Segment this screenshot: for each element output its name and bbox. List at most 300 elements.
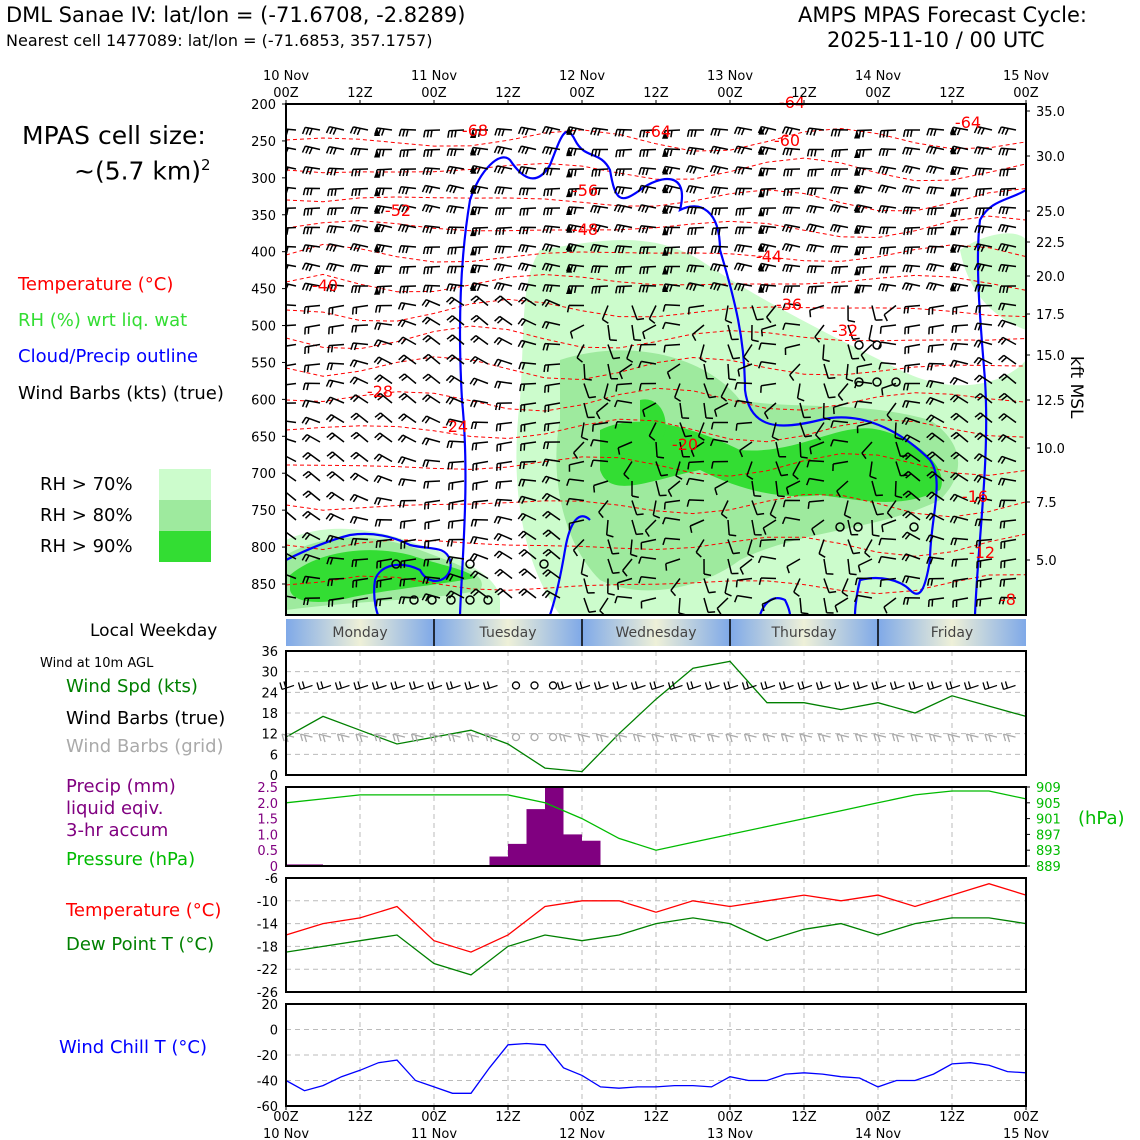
wind-barb: [422, 300, 440, 307]
wind-barb: [423, 205, 441, 213]
wind-barb: [470, 378, 488, 385]
wind-barb-true: [336, 681, 350, 689]
pressure-tick-label: 200: [251, 98, 276, 113]
kft-tick-label: 17.5: [1036, 308, 1065, 323]
weekday-name: Tuesday: [479, 625, 537, 641]
wind-barb: [399, 479, 416, 486]
wind-barb: [999, 355, 1016, 364]
weekday-bar-label: Local Weekday: [90, 621, 218, 641]
bottom-axis-hour-label: 12Z: [347, 1110, 373, 1125]
wind-barb: [327, 226, 344, 233]
wind-barb: [928, 228, 944, 236]
wind-barb-true: [798, 681, 812, 689]
wind-barb-pennant: [278, 283, 284, 291]
wind-barb-grid: [282, 734, 294, 742]
bottom-axis-date-label: 13 Nov: [706, 1127, 754, 1140]
wind-barb: [869, 325, 875, 342]
bottom-axis-hour-label: 12Z: [495, 1110, 521, 1125]
wind-barb: [375, 323, 392, 330]
temperature-contour-label: -64: [954, 113, 982, 132]
wind-barb: [351, 148, 368, 155]
wind-barb: [279, 510, 296, 520]
wind-barb: [905, 345, 920, 355]
wind-barb: [592, 169, 608, 177]
legend-rh: RH (%) wrt liq. wat: [18, 310, 188, 331]
cross-section-fields: [278, 127, 1063, 616]
top-axis-date-label: 12 Nov: [558, 69, 606, 84]
wind-barb-true: [299, 681, 313, 689]
wind-barb: [423, 354, 440, 364]
pressure-tick-label: 300: [251, 171, 276, 187]
top-axis-date-label: 15 Nov: [1002, 69, 1050, 84]
kft-tick-label: 30.0: [1036, 150, 1065, 165]
wind-barb: [351, 207, 368, 214]
wind-barb: [424, 150, 440, 157]
wind-barb: [327, 380, 345, 387]
wind-barb: [494, 551, 512, 559]
wind-barb: [425, 520, 440, 530]
wind-barb-grid: [671, 734, 683, 742]
kft-tick-label: 22.5: [1036, 236, 1065, 251]
wind-barb: [831, 187, 848, 195]
wind-barb: [495, 264, 512, 272]
kft-tick-label: 10.0: [1036, 442, 1065, 457]
wind-barb: [351, 244, 369, 252]
wind-barb: [807, 245, 824, 253]
wind-barb: [544, 208, 560, 215]
wind-barb: [519, 245, 536, 253]
kft-msl-axis-label: kft MSL: [1066, 356, 1086, 419]
wind-barb: [326, 514, 344, 521]
wind-barb: [302, 417, 320, 424]
temperature-contour: [286, 129, 1063, 152]
bottom-axis-date-label: 15 Nov: [1002, 1127, 1050, 1140]
wind-barb-pennant: [278, 129, 284, 137]
wind-barb-true: [854, 681, 868, 689]
wind-barb: [279, 166, 297, 174]
wind-barb: [328, 189, 344, 197]
wind-barb-grid: [689, 734, 701, 742]
wind-barb: [711, 187, 728, 194]
wind-barb-grid: [745, 734, 757, 742]
top-axis-hour-label: 12Z: [495, 86, 521, 101]
temperature-contour-label: -64: [644, 122, 672, 141]
precip-bar: [490, 857, 509, 866]
wind-barb: [808, 150, 824, 157]
wind-barb: [375, 433, 392, 442]
temperature-contour-label: -68: [461, 121, 489, 140]
wind-barb: [281, 345, 296, 354]
wind-barb: [927, 129, 944, 136]
panel-y-tick-label: 36: [261, 645, 278, 660]
wind-barb: [303, 167, 320, 175]
wind-barb: [591, 128, 608, 136]
wind-barb: [374, 476, 392, 483]
calm-wind-circle: [855, 341, 863, 349]
wind-barb-pennant: [278, 187, 284, 195]
precip-label-2: liquid eqiv.: [66, 798, 164, 819]
wind-barb: [712, 228, 728, 236]
wind-barb: [278, 455, 296, 462]
pressure-tick-label: 700: [251, 467, 276, 483]
wind-barb: [447, 441, 464, 448]
wind-barb-true: [983, 681, 997, 689]
temperature-contour-label: -16: [961, 487, 989, 506]
pressure-tick-label: 800: [251, 541, 276, 557]
wind-barb: [735, 127, 752, 135]
wind-barb: [904, 228, 920, 236]
wind-barb-pennant: [278, 264, 284, 272]
wind-barb-true: [891, 681, 905, 689]
wind-barb-grid: [338, 734, 350, 742]
precip-bar: [508, 844, 527, 866]
wind-barb: [398, 320, 416, 327]
wind-barb-true: [909, 681, 923, 689]
wind-barb: [616, 150, 632, 158]
wind-barb-grid: [819, 734, 831, 742]
wind-barb: [519, 146, 537, 154]
wind-barb: [591, 206, 608, 214]
legend-rh70-label: RH > 70%: [40, 474, 133, 495]
cell-size-exponent: 2: [201, 156, 211, 174]
wind-barb-true: [632, 681, 646, 689]
top-axis-hour-label: 00Z: [717, 86, 743, 101]
wind-barb: [399, 414, 416, 423]
temperature-contour-label: -64: [778, 93, 806, 112]
wind-barb-grid: [708, 734, 720, 742]
wind-barb: [279, 147, 297, 155]
top-axis-hour-label: 12Z: [347, 86, 373, 101]
wind-barb: [544, 189, 560, 197]
wind-barb: [327, 263, 345, 271]
wind-barb-grid: [948, 734, 960, 742]
wind-barb: [688, 228, 704, 236]
top-axis-date-label: 13 Nov: [706, 69, 754, 84]
wind-barb-true: [447, 681, 461, 689]
wind-barb: [471, 400, 488, 407]
wind-barb: [424, 130, 440, 137]
wind-barb: [351, 127, 369, 135]
wind-barb: [352, 325, 368, 333]
wind-barb: [784, 169, 800, 176]
panel-y-tick-label: -18: [256, 940, 278, 956]
wind-barb: [449, 501, 464, 511]
wind-barb: [401, 520, 417, 529]
wind-barb: [304, 306, 320, 314]
wind-barb-grid: [652, 734, 664, 742]
pressure-tick-label: 750: [251, 504, 276, 520]
wind-barb: [495, 316, 512, 325]
wind-barb-pennant: [278, 147, 284, 155]
wind-barb: [280, 228, 296, 236]
pressure-tick-label: 450: [251, 282, 276, 298]
precip-pressure-panel: [257, 781, 1061, 875]
wind-barb: [327, 472, 344, 481]
pressure-tick-label: 650: [251, 430, 276, 446]
wind-barb: [422, 416, 440, 423]
wind-barb: [352, 169, 368, 176]
top-axis-date-label: 11 Nov: [410, 69, 458, 84]
bottom-axis-date-label: 10 Nov: [262, 1127, 310, 1140]
wind-barb: [711, 129, 728, 136]
wind-barb: [975, 375, 993, 383]
temperature-contour-label: -24: [441, 417, 469, 436]
wind-barb-true: [465, 681, 479, 689]
temperature-contour-label: -12: [968, 543, 996, 562]
wind-barb: [832, 286, 848, 293]
legend-wind-barbs: Wind Barbs (kts) (true): [18, 383, 224, 404]
wind-barb: [928, 208, 944, 215]
wind-barb: [999, 207, 1016, 214]
kft-tick-label: 12.5: [1036, 394, 1065, 409]
wind-barb: [351, 413, 368, 422]
pressure-tick-label: 600: [251, 393, 276, 409]
wind-barb-grid: [800, 734, 812, 742]
wind-barb: [520, 188, 537, 195]
top-axis-hour-label: 12Z: [791, 86, 817, 101]
wind-barb-true: [1002, 681, 1016, 689]
wind-barb: [951, 343, 968, 350]
wind-barb: [326, 415, 344, 423]
wind-barb-grid: [985, 734, 997, 742]
precip-bar: [545, 787, 564, 866]
temperature-contour-label: -32: [831, 321, 859, 340]
pressure-right-tick-label: 901: [1036, 812, 1061, 828]
wind-barb: [280, 208, 296, 215]
pressure-tick-label: 500: [251, 319, 276, 335]
wind-barb: [808, 286, 824, 294]
wind-barb: [374, 357, 392, 364]
temperature-contour-label: -20: [671, 435, 699, 454]
wind-barb: [303, 263, 321, 271]
wind-barb-grid: [893, 734, 905, 742]
wind-barb: [279, 491, 296, 501]
calm-wind-circle-grid: [550, 734, 557, 741]
legend-cloud-outline: Cloud/Precip outline: [18, 346, 199, 367]
wind-barb: [327, 127, 345, 135]
wind-barb: [304, 364, 320, 373]
wind-barb: [423, 460, 440, 467]
bottom-axis-date-label: 11 Nov: [410, 1127, 458, 1140]
panel-y-tick-label: -22: [256, 963, 278, 979]
weekday-name: Wednesday: [615, 625, 697, 641]
wind-barb: [903, 283, 921, 291]
wind-barb: [639, 168, 656, 175]
wind-barb-grid: [726, 734, 738, 742]
temperature-contour-label: -56: [571, 181, 599, 200]
temperature-contour-label: -44: [755, 247, 783, 266]
wind-barb: [353, 306, 368, 315]
panel-y-tick-label: -6: [265, 872, 278, 887]
weekday-name: Monday: [332, 625, 388, 641]
wind-barb: [374, 454, 392, 461]
wind-barb: [424, 247, 440, 254]
wind-barb-true: [317, 681, 331, 689]
wind-barb: [784, 189, 800, 197]
wind-barb: [495, 246, 512, 253]
wind-barb: [423, 168, 440, 175]
wind-barb-true: [872, 681, 886, 689]
wind-barb: [278, 437, 296, 444]
calm-wind-circle: [513, 682, 520, 689]
wind-barb: [497, 462, 512, 471]
nearest-cell-label: Nearest cell 1477089: lat/lon = (-71.6853, 357.1757): [6, 31, 433, 50]
calm-wind-circle: [531, 682, 538, 689]
wind-barb: [928, 345, 944, 353]
wind-barb-grid: [911, 734, 923, 742]
legend-rh80-label: RH > 80%: [40, 505, 133, 526]
bottom-axis-hour-label: 00Z: [717, 1110, 743, 1125]
wind-barb-true: [965, 681, 979, 689]
wind-barb: [495, 146, 513, 154]
wind-barb: [494, 359, 512, 366]
panel-y-tick-label: 12: [261, 727, 278, 743]
panel-y-tick-label: -20: [256, 1049, 278, 1064]
wind-barb-grid: [597, 734, 609, 742]
cycle-title: AMPS MPAS Forecast Cycle:: [798, 3, 1087, 27]
wind-barb: [998, 337, 1016, 344]
wind-barb: [279, 264, 296, 272]
wind-barb: [736, 208, 752, 216]
temperature-contour-label: -8: [1000, 590, 1016, 609]
cycle-datetime: 2025-11-10 / 00 UTC: [827, 28, 1045, 52]
cross-section-panel: [251, 93, 1065, 616]
wind-barb: [927, 246, 944, 253]
wind-barb: [350, 473, 368, 481]
pressure-right-tick-label: 909: [1036, 781, 1061, 796]
wind-barb: [471, 315, 488, 325]
wind-barb: [832, 267, 848, 275]
wind-barb: [279, 283, 297, 291]
wind-barb: [687, 186, 704, 194]
wind-barb: [615, 225, 632, 233]
wind-barb: [807, 128, 824, 136]
wind-barb: [472, 442, 488, 450]
wind-barb: [927, 166, 945, 174]
wind-barb: [879, 206, 896, 214]
wind-barb: [494, 517, 512, 524]
top-axis-hour-label: 12Z: [939, 86, 965, 101]
wind-barb: [879, 227, 896, 234]
wind-barb: [447, 206, 464, 214]
wind-barb: [903, 166, 921, 174]
wind-barb: [327, 452, 344, 462]
wind-barb: [687, 148, 704, 156]
wind-barb: [975, 226, 992, 234]
wind-barb: [305, 345, 320, 355]
wind-barb-true: [817, 681, 831, 689]
wind-barb-grid: [763, 734, 775, 742]
pressure-right-tick-label: 889: [1036, 860, 1061, 875]
top-axis-hour-label: 00Z: [865, 86, 891, 101]
calm-wind-circle-grid: [531, 734, 538, 741]
wind-panel-header: Wind at 10m AGL: [40, 656, 154, 671]
pressure-tick-label: 400: [251, 245, 276, 261]
bottom-axis-hour-label: 00Z: [421, 1110, 447, 1125]
wind-barb: [399, 187, 416, 195]
wind-barb: [350, 360, 368, 367]
wind-barb-true: [576, 681, 590, 689]
cell-size-title: MPAS cell size:: [22, 121, 206, 150]
windchill-panel: [257, 998, 1026, 1115]
wind-barb: [424, 267, 440, 275]
wind-barb: [520, 208, 536, 216]
wind-barb: [422, 317, 440, 325]
bottom-time-axis: [263, 1106, 1049, 1140]
top-axis-date-label: 10 Nov: [262, 69, 310, 84]
top-axis-hour-label: 00Z: [421, 86, 447, 101]
wind-barb: [303, 491, 320, 501]
wind-barb: [497, 423, 513, 432]
bottom-axis-hour-label: 00Z: [865, 1110, 891, 1125]
wind-barb: [449, 481, 464, 490]
wind-barb: [736, 227, 753, 234]
wind-barb: [497, 442, 512, 452]
wind-barb: [398, 435, 416, 442]
wind-barb-true: [761, 681, 775, 689]
wind-barb-true: [946, 681, 960, 689]
wind-barb: [303, 453, 320, 462]
wind-barb: [424, 481, 440, 489]
wind-barb: [448, 247, 464, 255]
wind-barb: [687, 207, 704, 214]
wind-barb-grid: [1004, 734, 1016, 742]
temperature-contour-label: -40: [311, 276, 339, 295]
wind-barb: [279, 531, 296, 540]
wind-barb: [927, 264, 944, 272]
legend-temperature: Temperature (°C): [18, 274, 174, 295]
cell-size-text: ~(5.7 km): [74, 156, 201, 186]
wind-barb: [495, 296, 512, 306]
wind-barb: [688, 130, 704, 137]
wind-barb: [880, 130, 896, 138]
wind-barb-grid: [467, 734, 479, 742]
wind-barb: [327, 147, 344, 155]
wind-barb: [399, 303, 416, 310]
temperature-panel-label: Temperature (°C): [66, 900, 222, 921]
wind-barb-grid: [301, 734, 313, 742]
wind-barb-grid: [874, 734, 886, 742]
bottom-axis-date-label: 12 Nov: [558, 1127, 606, 1140]
wind-barb-true: [687, 681, 701, 689]
wind-barb: [519, 569, 536, 579]
wind-barb: [304, 188, 321, 195]
wind-barb: [735, 263, 753, 271]
wind-barb: [422, 438, 440, 445]
temperature-contour-label: -36: [775, 295, 803, 314]
wind-barb: [447, 316, 464, 325]
weekday-bar: [286, 619, 1026, 646]
pressure-right-tick-label: 893: [1036, 844, 1061, 860]
wind-barb: [423, 374, 440, 383]
wind-barb: [927, 364, 944, 371]
wind-barb: [927, 146, 945, 154]
calm-wind-circle: [550, 682, 557, 689]
wind-barb: [398, 457, 416, 464]
wind-barb: [639, 226, 656, 233]
wind-barb: [328, 208, 344, 215]
wind-barb: [303, 245, 320, 253]
wind-barb-grid: [856, 734, 868, 742]
wind-barb-true: [373, 681, 387, 689]
wind-barb: [423, 226, 440, 234]
kft-tick-label: 5.0: [1036, 554, 1057, 569]
wind-barb: [351, 452, 368, 461]
wind-barb: [807, 206, 824, 214]
wind-barb: [495, 187, 512, 194]
wind-barb: [880, 266, 897, 273]
panel-y-tick-label: 24: [261, 686, 278, 702]
